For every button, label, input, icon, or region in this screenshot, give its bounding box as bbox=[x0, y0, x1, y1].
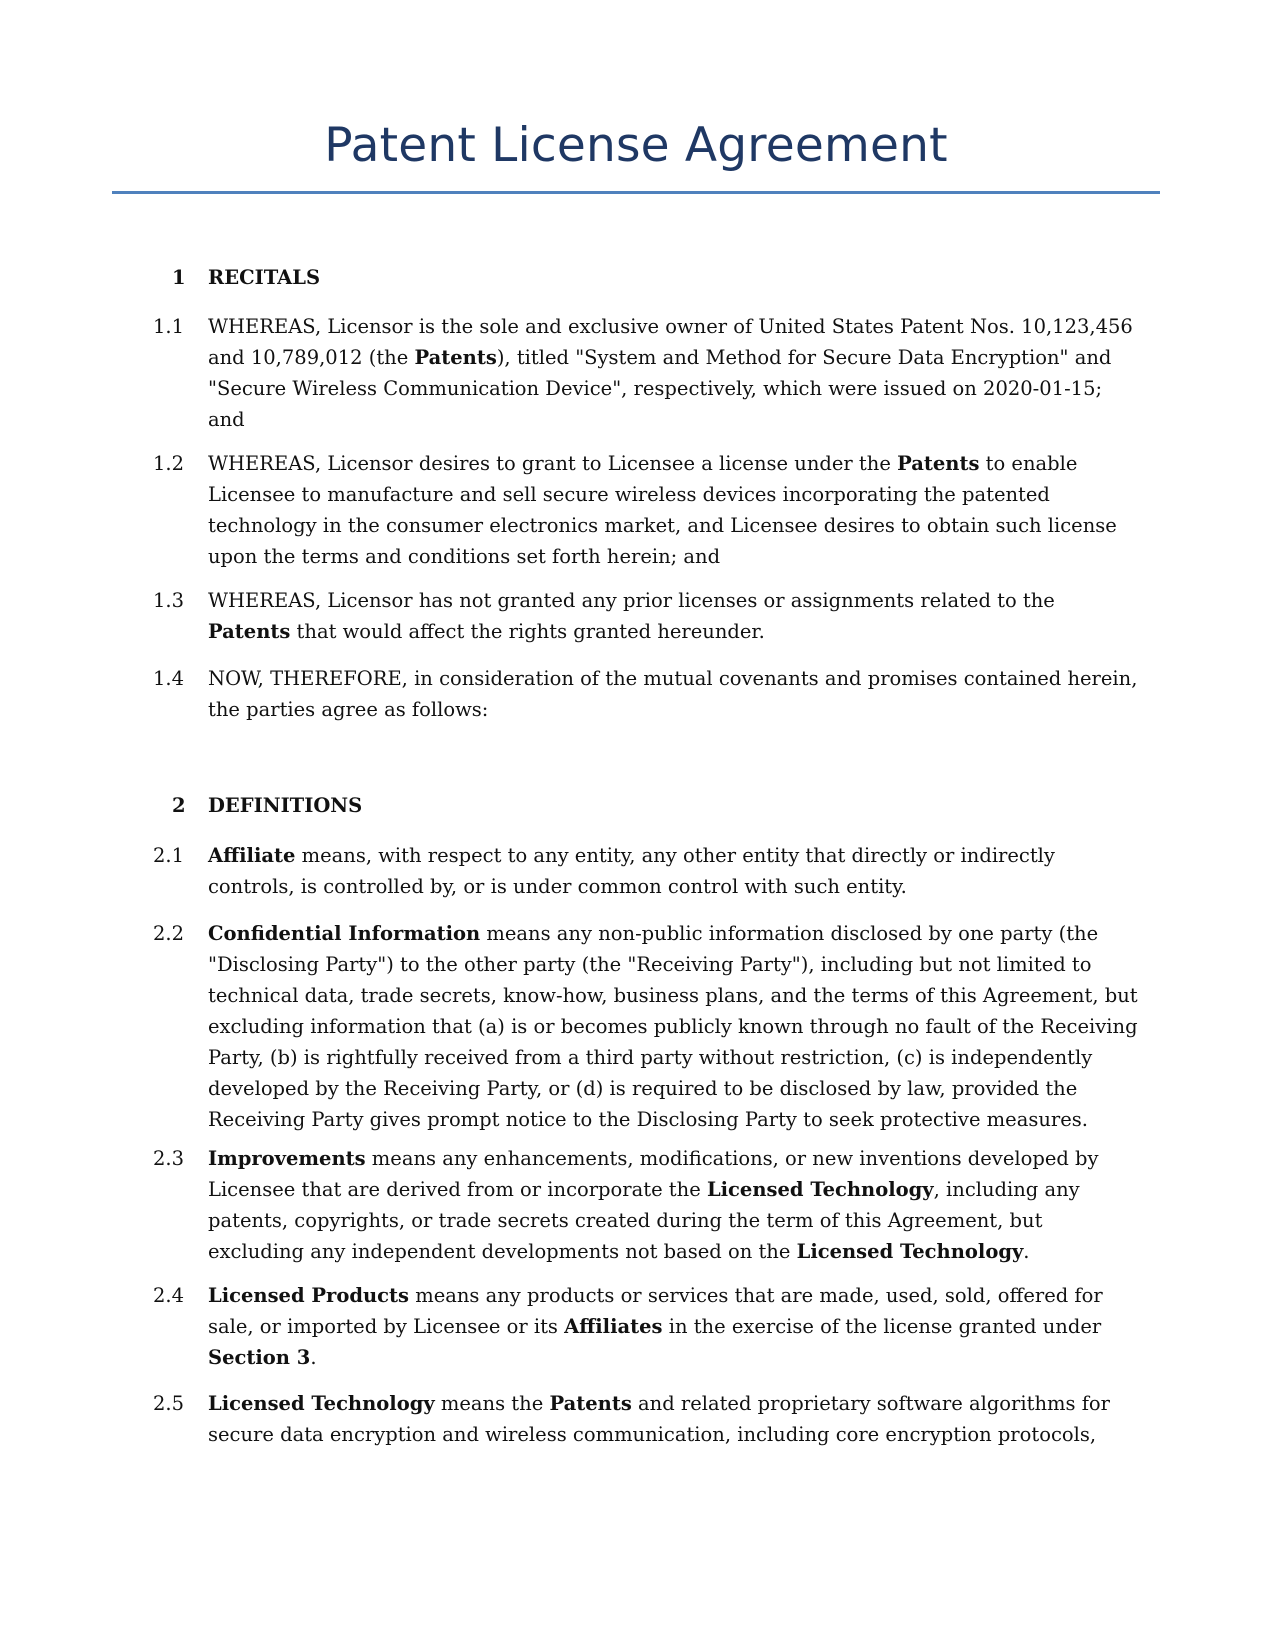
clause-text: NOW, THEREFORE, in consideration of the mutual covenants and promises contained herein, the parties agree as follows: bbox=[208, 667, 1138, 721]
clause-text: WHEREAS, Licensor is the sole and exclusive owner of United States Patent Nos. 10,123,456 and 10,789,012 (the Patents), titled "System and Method for Secure Data Encryption" and "Secure Wireless Communication Device", respectively, which were issued on 2020-01-15; and bbox=[208, 315, 1133, 431]
section-number: 1 bbox=[172, 266, 186, 289]
clause-text: Affiliate means, with respect to any entity, any other entity that directly or indirectly controls, is controlled by, or is under common control with such entity. bbox=[208, 844, 1055, 898]
defined-term: Licensed Technology bbox=[706, 1178, 934, 1201]
clause-number: 2.3 bbox=[153, 1147, 185, 1170]
title-underline bbox=[112, 191, 1160, 194]
clause-number: 2.2 bbox=[153, 922, 185, 945]
section-title: DEFINITIONS bbox=[208, 794, 363, 817]
clause-text: WHEREAS, Licensor has not granted any prior licenses or assignments related to the Patents that would affect the rights granted hereunder. bbox=[208, 589, 1055, 643]
defined-term: Patents bbox=[208, 620, 291, 643]
clause-number: 1.2 bbox=[153, 452, 185, 475]
clause-text: Improvements means any enhancements, modifications, or new inventions developed by Licensee that are derived from or incorporate the Licensed Technology, including any patents, copyrights, or trade secrets created during the term of this Agreement, but excluding any independent developments not based on the Licensed Technology. bbox=[208, 1147, 1099, 1263]
clause-number: 1.3 bbox=[153, 589, 185, 612]
clause-number: 1.1 bbox=[153, 315, 185, 338]
section-number: 2 bbox=[172, 794, 186, 817]
defined-term: Confidential Information bbox=[208, 922, 481, 945]
defined-term: Affiliate bbox=[208, 844, 296, 867]
defined-term: Patents bbox=[414, 346, 497, 369]
clause-text: Licensed Products means any products or services that are made, used, sold, offered for sale, or imported by Licensee or its Affiliates in the exercise of the license granted under Section 3. bbox=[208, 1284, 1103, 1369]
document-title: Patent License Agreement bbox=[324, 118, 948, 173]
section-title: RECITALS bbox=[208, 266, 321, 289]
clause-number: 2.5 bbox=[153, 1392, 185, 1415]
defined-term: Improvements bbox=[208, 1147, 366, 1170]
clause-text: Licensed Technology means the Patents and related proprietary software algorithms for secure data encryption and wireless communication, including core encryption protocols, bbox=[208, 1392, 1110, 1446]
defined-term: Affiliates bbox=[564, 1315, 663, 1338]
defined-term: Patents bbox=[549, 1392, 632, 1415]
defined-term: Patents bbox=[897, 452, 980, 475]
defined-term: Licensed Technology bbox=[208, 1392, 435, 1415]
clause-text: Confidential Information means any non-public information disclosed by one party (the "Disclosing Party") to the other party (the "Receiving Party"), including but not limited to technical data, trade secrets, know-how, business plans, and the terms of this Agreement, but excluding information that (a) is or becomes publicly known through no fault of the Receiving Party, (b) is rightfully received from a third party without restriction, (c) is independently developed by the Receiving Party, or (d) is required to be disclosed by law, provided the Receiving Party gives prompt notice to the Disclosing Party to seek protective measures. bbox=[208, 922, 1138, 1131]
clause-number: 2.1 bbox=[153, 844, 185, 867]
clause-number: 2.4 bbox=[153, 1284, 185, 1307]
section-reference: Section 3 bbox=[208, 1346, 311, 1369]
clause-text: WHEREAS, Licensor desires to grant to Licensee a license under the Patents to enable Licensee to manufacture and sell secure wireless devices incorporating the patented technology in the consumer electronics market, and Licensee desires to obtain such license upon the terms and conditions set forth herein; and bbox=[208, 452, 1117, 568]
defined-term: Licensed Technology bbox=[796, 1240, 1024, 1263]
defined-term: Licensed Products bbox=[208, 1284, 409, 1307]
clause-number: 1.4 bbox=[153, 667, 185, 690]
